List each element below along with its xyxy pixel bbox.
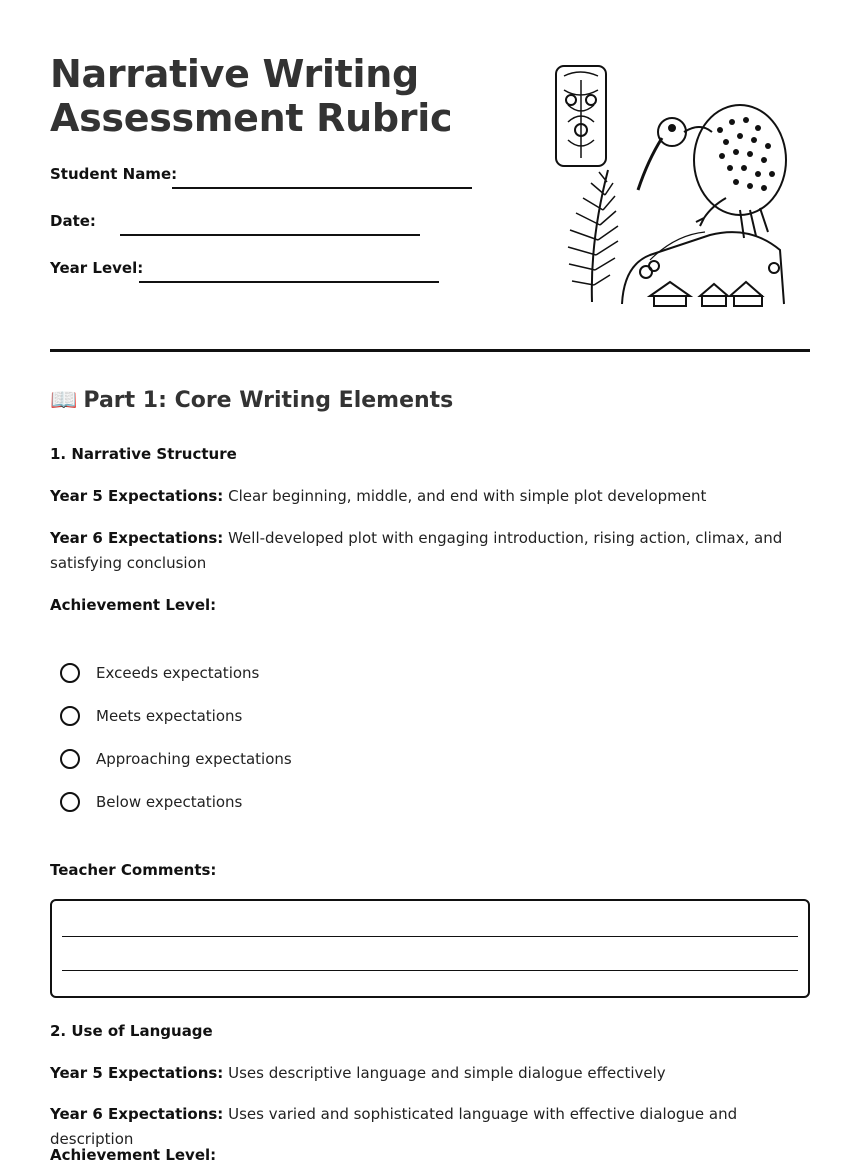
teacher-comments-box[interactable] bbox=[50, 899, 810, 998]
year6-text: Well-developed plot with engaging introduction, rising action, climax, and satisfying conclusion bbox=[50, 529, 783, 572]
option-label: Exceeds expectations bbox=[96, 664, 260, 682]
title-line-1: Narrative Writing bbox=[50, 52, 419, 96]
comment-line bbox=[62, 936, 798, 937]
title-line-2: Assessment Rubric bbox=[50, 96, 453, 140]
radio-circle[interactable] bbox=[60, 792, 80, 812]
option-label: Meets expectations bbox=[96, 707, 243, 725]
kiwi-fern-illustration bbox=[550, 60, 790, 312]
section-2-title: 2. Use of Language bbox=[50, 1022, 213, 1040]
teacher-comments-label: Teacher Comments: bbox=[50, 861, 217, 879]
year-level-label: Year Level: bbox=[50, 259, 144, 277]
section-1-achievement-label: Achievement Level: bbox=[50, 596, 217, 614]
section-2-achievement-label: Achievement Level: bbox=[50, 1146, 217, 1164]
student-name-label: Student Name: bbox=[50, 165, 178, 183]
section-1-year6 bbox=[50, 526, 810, 576]
option-label: Approaching expectations bbox=[96, 750, 292, 768]
student-name-field[interactable] bbox=[172, 187, 472, 189]
year5-text: Uses descriptive language and simple dialogue effectively bbox=[228, 1064, 666, 1082]
option-below[interactable] bbox=[60, 790, 242, 814]
option-meets[interactable] bbox=[60, 704, 242, 728]
year5-text: Clear beginning, middle, and end with simple plot development bbox=[228, 487, 707, 505]
option-approaching[interactable] bbox=[60, 747, 292, 771]
page-title bbox=[50, 52, 452, 140]
header-divider bbox=[50, 349, 810, 352]
comment-line bbox=[62, 970, 798, 971]
section-1-year5 bbox=[50, 484, 810, 509]
radio-circle[interactable] bbox=[60, 706, 80, 726]
year5-label: Year 5 Expectations: bbox=[50, 1064, 224, 1082]
date-field[interactable] bbox=[120, 234, 420, 236]
date-label: Date: bbox=[50, 212, 96, 230]
part-1-heading bbox=[50, 388, 453, 413]
section-2-year6 bbox=[50, 1102, 810, 1152]
option-label: Below expectations bbox=[96, 793, 243, 811]
section-2-year5 bbox=[50, 1061, 810, 1086]
year6-text: Uses varied and sophisticated language with effective dialogue and description bbox=[50, 1105, 738, 1148]
part-1-title: Part 1: Core Writing Elements bbox=[83, 388, 454, 413]
radio-circle[interactable] bbox=[60, 749, 80, 769]
option-exceeds[interactable] bbox=[60, 661, 259, 685]
year5-label: Year 5 Expectations: bbox=[50, 487, 224, 505]
book-icon: 📖 bbox=[50, 388, 78, 413]
year6-label: Year 6 Expectations: bbox=[50, 529, 224, 547]
year-level-field[interactable] bbox=[139, 281, 439, 283]
section-1-title: 1. Narrative Structure bbox=[50, 445, 237, 463]
year6-label: Year 6 Expectations: bbox=[50, 1105, 224, 1123]
radio-circle[interactable] bbox=[60, 663, 80, 683]
